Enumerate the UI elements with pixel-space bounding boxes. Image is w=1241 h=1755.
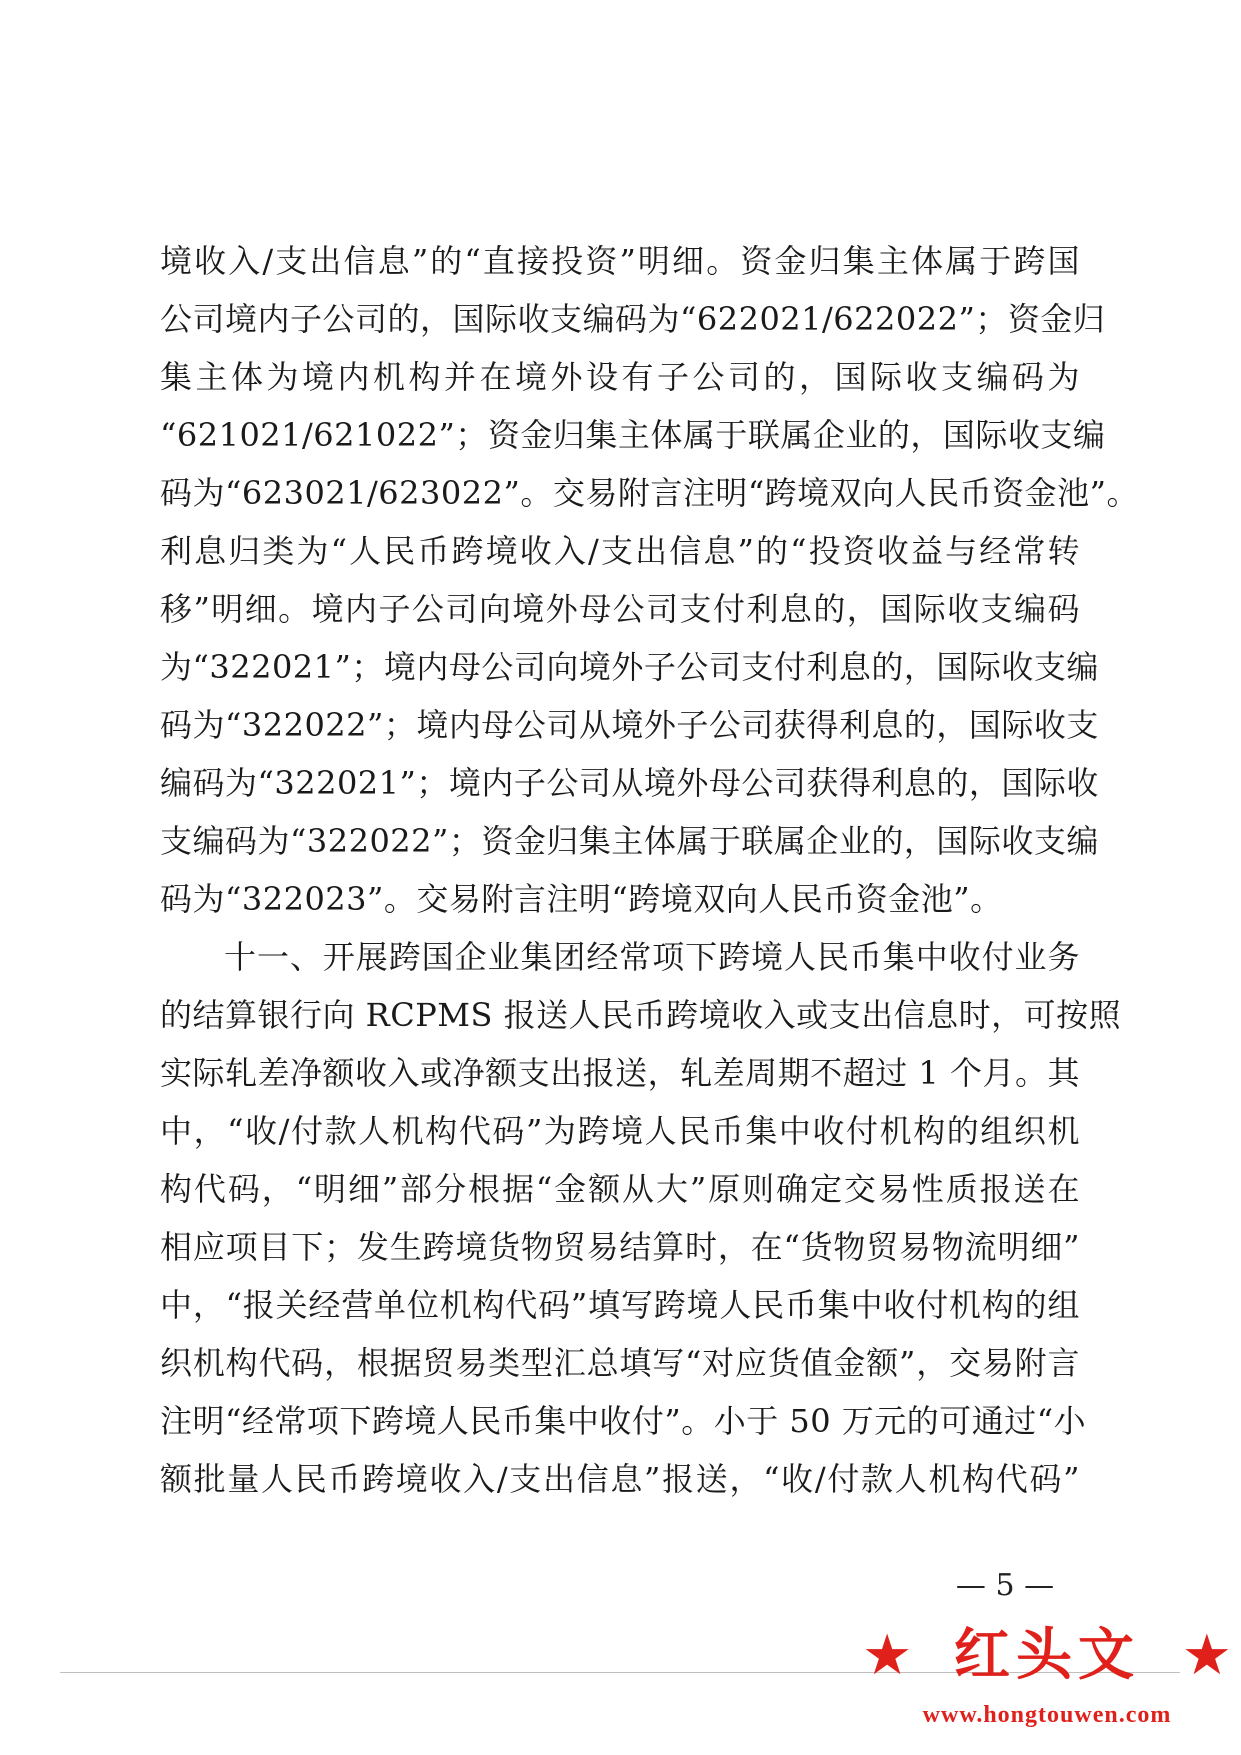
text-line: 额批量人民币跨境收入/支出信息”报送，“收/付款人机构代码”	[160, 1460, 1080, 1498]
star-icon: ★	[862, 1623, 913, 1688]
text-line: 实际轧差净额收入或净额支出报送，轧差周期不超过 1 个月。其	[160, 1054, 1080, 1092]
text-line: 支编码为“322022”；资金归集主体属于联属企业的，国际收支编	[160, 822, 1099, 860]
text-line: 相应项目下；发生跨境货物贸易结算时，在“货物贸易物流明细”	[160, 1228, 1080, 1266]
text-line: 的结算银行向 RCPMS 报送人民币跨境收入或支出信息时，可按照	[160, 996, 1122, 1034]
text-line: 移”明细。境内子公司向境外母公司支付利息的，国际收支编码	[160, 590, 1080, 628]
text-line: 码为“322022”；境内母公司从境外子公司获得利息的，国际收支	[160, 706, 1099, 744]
text-line: 码为“322023”。交易附言注明“跨境双向人民币资金池”。	[160, 880, 1003, 918]
text-line: 注明“经常项下跨境人民币集中收付”。小于 50 万元的可通过“小	[160, 1402, 1087, 1440]
text-line: 境收入/支出信息”的“直接投资”明细。资金归集主体属于跨国	[160, 242, 1080, 280]
text-line: 中，“报关经营单位机构代码”填写跨境人民币集中收付机构的组	[160, 1286, 1080, 1324]
watermark-title	[862, 1618, 1232, 1694]
text-line: 构代码，“明细”部分根据“金额从大”原则确定交易性质报送在	[160, 1170, 1080, 1208]
text-line: 织机构代码，根据贸易类型汇总填写“对应货值金额”，交易附言	[160, 1344, 1080, 1382]
text-line: 集主体为境内机构并在境外设有子公司的，国际收支编码为	[160, 358, 1080, 396]
watermark-url: www.hongtouwen.com	[922, 1702, 1172, 1728]
body-text	[160, 232, 1140, 1508]
page-number: — 5 —	[955, 1568, 1055, 1603]
text-line: 编码为“322021”；境内子公司从境外母公司获得利息的，国际收	[160, 764, 1099, 802]
text-line: 码为“623021/623022”。交易附言注明“跨境双向人民币资金池”。	[160, 474, 1140, 512]
paragraph-first-line: 十一、开展跨国企业集团经常项下跨境人民币集中收付业务	[224, 938, 1080, 976]
text-line: “621021/621022”；资金归集主体属于联属企业的，国际收支编	[160, 416, 1106, 454]
text-line: 中，“收/付款人机构代码”为跨境人民币集中收付机构的组织机	[160, 1112, 1080, 1150]
text-line: 利息归类为“人民币跨境收入/支出信息”的“投资收益与经常转	[160, 532, 1080, 570]
watermark-brand: 红头文	[954, 1623, 1140, 1688]
star-icon: ★	[1181, 1623, 1232, 1688]
text-line: 公司境内子公司的，国际收支编码为“622021/622022”；资金归	[160, 300, 1106, 338]
watermark-logo	[862, 1618, 1232, 1748]
text-line: 为“322021”；境内母公司向境外子公司支付利息的，国际收支编	[160, 648, 1099, 686]
